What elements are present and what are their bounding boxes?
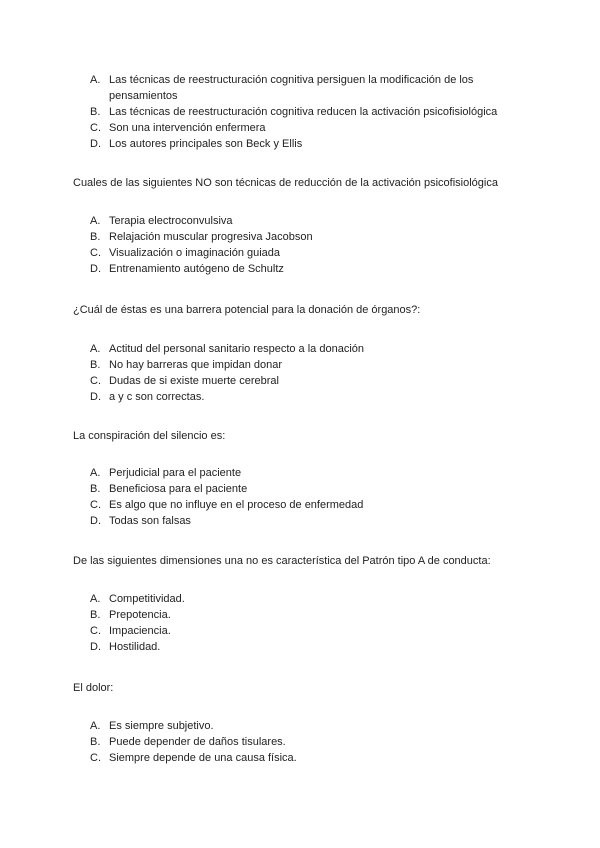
option-letter: A. bbox=[90, 215, 101, 227]
option-b bbox=[90, 607, 530, 623]
option-a bbox=[90, 72, 530, 104]
question-text: El dolor: bbox=[73, 682, 114, 694]
option-b bbox=[90, 481, 530, 497]
question-text: De las siguientes dimensiones una no es característica del Patrón tipo A de conducta: bbox=[73, 555, 491, 567]
option-text: Actitud del personal sanitario respecto a la donación bbox=[109, 343, 364, 355]
option-text: Terapia electroconvulsiva bbox=[109, 215, 233, 227]
option-letter: B. bbox=[90, 359, 101, 371]
option-d bbox=[90, 136, 530, 152]
option-a bbox=[90, 718, 530, 734]
option-text: Son una intervención enfermera bbox=[109, 122, 266, 134]
option-letter: C. bbox=[90, 375, 101, 387]
option-text: Visualización o imaginación guiada bbox=[109, 247, 281, 259]
option-a bbox=[90, 591, 530, 607]
option-letter: D. bbox=[90, 263, 101, 275]
option-a bbox=[90, 465, 530, 481]
option-c bbox=[90, 623, 530, 639]
option-text: Es siempre subjetivo. bbox=[109, 720, 214, 732]
option-text: Las técnicas de reestructuración cognitiva reducen la activación psicofisiológica bbox=[109, 106, 498, 118]
options-list-q4 bbox=[90, 591, 530, 655]
option-letter: C. bbox=[90, 625, 101, 637]
option-b bbox=[90, 357, 530, 373]
option-a bbox=[90, 213, 530, 229]
option-text: Impaciencia. bbox=[109, 625, 171, 637]
option-b bbox=[90, 104, 530, 120]
options-list-q0 bbox=[90, 72, 530, 152]
option-text: Es algo que no influye en el proceso de enfermedad bbox=[109, 499, 364, 511]
options-list-q3 bbox=[90, 465, 530, 529]
option-c bbox=[90, 497, 530, 513]
option-letter: A. bbox=[90, 720, 101, 732]
option-c bbox=[90, 750, 530, 766]
option-c bbox=[90, 373, 530, 389]
options-list-q2 bbox=[90, 341, 530, 405]
option-letter: A. bbox=[90, 467, 101, 479]
option-d bbox=[90, 389, 530, 405]
option-c bbox=[90, 120, 530, 136]
option-letter: D. bbox=[90, 641, 101, 653]
option-text-continuation: pensamientos bbox=[109, 90, 178, 102]
option-text: Entrenamiento autógeno de Schultz bbox=[109, 263, 284, 275]
options-list-q1 bbox=[90, 213, 530, 277]
option-letter: D. bbox=[90, 391, 101, 403]
option-letter: B. bbox=[90, 106, 101, 118]
option-text: Los autores principales son Beck y Ellis bbox=[109, 138, 303, 150]
option-letter: C. bbox=[90, 247, 101, 259]
question-text: ¿Cuál de éstas es una barrera potencial para la donación de órganos?: bbox=[73, 304, 421, 316]
option-text: Prepotencia. bbox=[109, 609, 171, 621]
option-text: Beneficiosa para el paciente bbox=[109, 483, 248, 495]
option-letter: B. bbox=[90, 609, 101, 621]
option-letter: B. bbox=[90, 483, 101, 495]
option-text: Las técnicas de reestructuración cognitiva persiguen la modificación de los bbox=[109, 74, 474, 86]
option-d bbox=[90, 639, 530, 655]
question-text: La conspiración del silencio es: bbox=[73, 430, 226, 442]
option-text: No hay barreras que impidan donar bbox=[109, 359, 283, 371]
option-letter: A. bbox=[90, 593, 101, 605]
option-c bbox=[90, 245, 530, 261]
option-d bbox=[90, 513, 530, 529]
option-text: Puede depender de daños tisulares. bbox=[109, 736, 286, 748]
option-b bbox=[90, 734, 530, 750]
option-d bbox=[90, 261, 530, 277]
option-text: a y c son correctas. bbox=[109, 391, 205, 403]
option-text: Dudas de si existe muerte cerebral bbox=[109, 375, 279, 387]
option-text: Hostilidad. bbox=[109, 641, 161, 653]
option-a bbox=[90, 341, 530, 357]
option-letter: B. bbox=[90, 231, 101, 243]
option-letter: C. bbox=[90, 499, 101, 511]
option-letter: D. bbox=[90, 515, 101, 527]
option-text: Relajación muscular progresiva Jacobson bbox=[109, 231, 313, 243]
option-letter: A. bbox=[90, 343, 101, 355]
option-text: Todas son falsas bbox=[109, 515, 191, 527]
option-text: Perjudicial para el paciente bbox=[109, 467, 242, 479]
option-text: Competitividad. bbox=[109, 593, 185, 605]
option-b bbox=[90, 229, 530, 245]
option-letter: A. bbox=[90, 74, 101, 86]
option-letter: D. bbox=[90, 138, 101, 150]
option-text: Siempre depende de una causa física. bbox=[109, 752, 297, 764]
question-text: Cuales de las siguientes NO son técnicas de reducción de la activación psicofisiológica bbox=[73, 177, 498, 189]
option-letter: C. bbox=[90, 122, 101, 134]
options-list-q5 bbox=[90, 718, 530, 766]
option-letter: C. bbox=[90, 752, 101, 764]
option-letter: B. bbox=[90, 736, 101, 748]
